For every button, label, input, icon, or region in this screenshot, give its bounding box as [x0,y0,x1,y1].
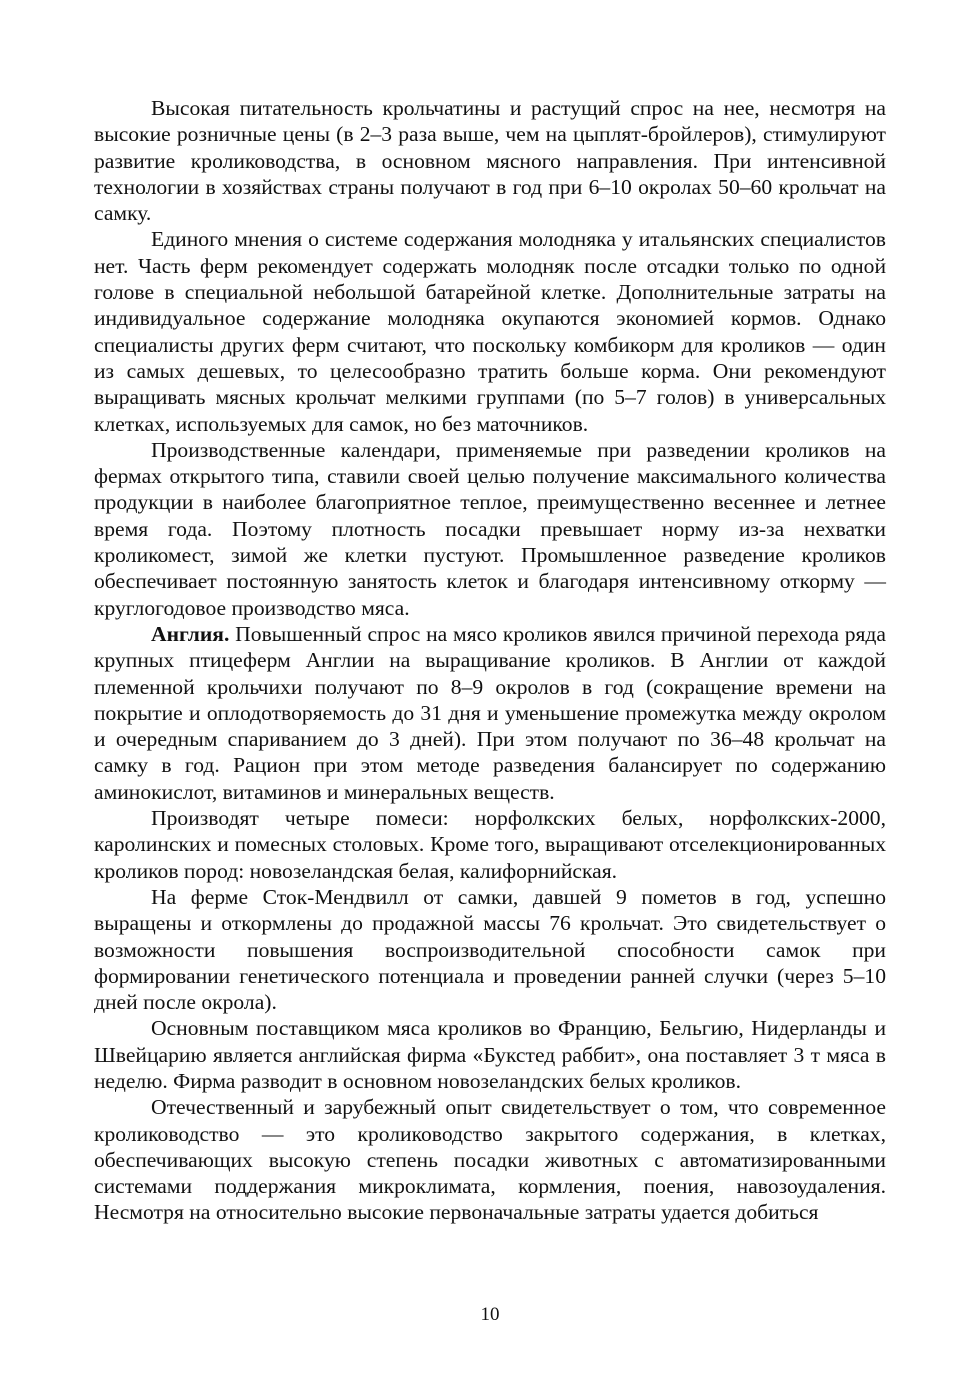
paragraph-8 [94,1094,886,1225]
paragraph-text: Производственные календари, применяемые при разведении кроликов на фермах открытого типа, ставили своей целью получение максимального количества продукции в наиболее благоприятное теплое, преимущественно весеннее и летнее время года. Поэтому плотность посадки превышает норму из-за нехватки кроликомест, зимой же клетки пустуют. Промышленное разведение кроликов обеспечивает постоянную занятость клеток и благодаря интенсивному откорму — круглогодовое производство мяса. [94,437,886,620]
paragraph-2 [94,226,886,436]
paragraph-1 [94,95,886,226]
paragraph-5 [94,805,886,884]
paragraph-text: Высокая питательность крольчатины и растущий спрос на нее, несмотря на высокие розничные цены (в 2–3 раза выше, чем на цыплят-бройлеров), стимулируют развитие кролиководства, в основном мясного направления. При интенсивной технологии в хозяйствах страны получают в год при 6–10 окролах 50–60 крольчат на самку. [94,96,886,226]
paragraph-7 [94,1015,886,1094]
section-heading-england: Англия. [151,621,230,646]
paragraph-3 [94,437,886,621]
paragraph-text: Единого мнения о системе содержания молодняка у итальянских специалистов нет. Часть ферм рекомендует содержать молодняк после отсадки только по одной голове в специальной небольшой батарейной клетке. Дополнительные затраты на индивидуальное содержание молодняка окупаются экономией кормов. Однако специалисты других ферм считают, что поскольку комбикорм для кроликов — один из самых дешевых, то целесообразно тратить больше корма. Они рекомендуют выращивать мясных крольчат мелкими группами (по 5–7 голов) в универсальных клетках, используемых для самок, но без маточников. [94,227,886,436]
paragraph-text: Основным поставщиком мяса кроликов во Францию, Бельгию, Нидерланды и Швейцарию является английская фирма «Букстед раббит», она поставляет 3 т мяса в неделю. Фирма разводит в основном новозеландских белых кроликов. [94,1016,886,1093]
paragraph-text: Производят четыре помеси: норфолкских белых, норфолкских-2000, каролинских и помесных столовых. Кроме того, выращивают отселекционированных кроликов пород: новозеландская белая, калифорнийская. [94,806,886,883]
paragraph-text: Отечественный и зарубежный опыт свидетельствует о том, что современное кролиководство — это кролиководство закрытого содержания, в клетках, обеспечивающих высокую степень посадки животных с автоматизированными системами поддержания микроклимата, кормления, поения, навозоудаления. Несмотря на относительно высокие первоначальные затраты удается добиться [94,1095,886,1225]
paragraph-text: Повышенный спрос на мясо кроликов явился причиной перехода ряда крупных птицеферм Англии на выращивание кроликов. В Англии от каждой племенной крольчихи получают по 8–9 окролов в год (сокращение времени на покрытие и оплодотворяемость до 31 дня и уменьшение промежутка между окролом и очередным спариванием до 3 дней). При этом получают по 36–48 крольчат на самку в год. Рацион при этом методе разведения балансирует по содержанию аминокислот, витаминов и минеральных веществ. [94,621,886,804]
body-text [94,95,886,1226]
paragraph-text: На ферме Сток-Мендвилл от самки, давшей 9 пометов в год, успешно выращены и откормлены до продажной массы 76 крольчат. Это свидетельствует о возможности повышения воспроизводительной способности самок при формировании генетического потенциала и проведении ранней случки (через 5–10 дней после окрола). [94,884,886,1015]
paragraph-6 [94,884,886,1015]
page-number: 10 [480,1304,500,1325]
paragraph-4 [94,621,886,805]
